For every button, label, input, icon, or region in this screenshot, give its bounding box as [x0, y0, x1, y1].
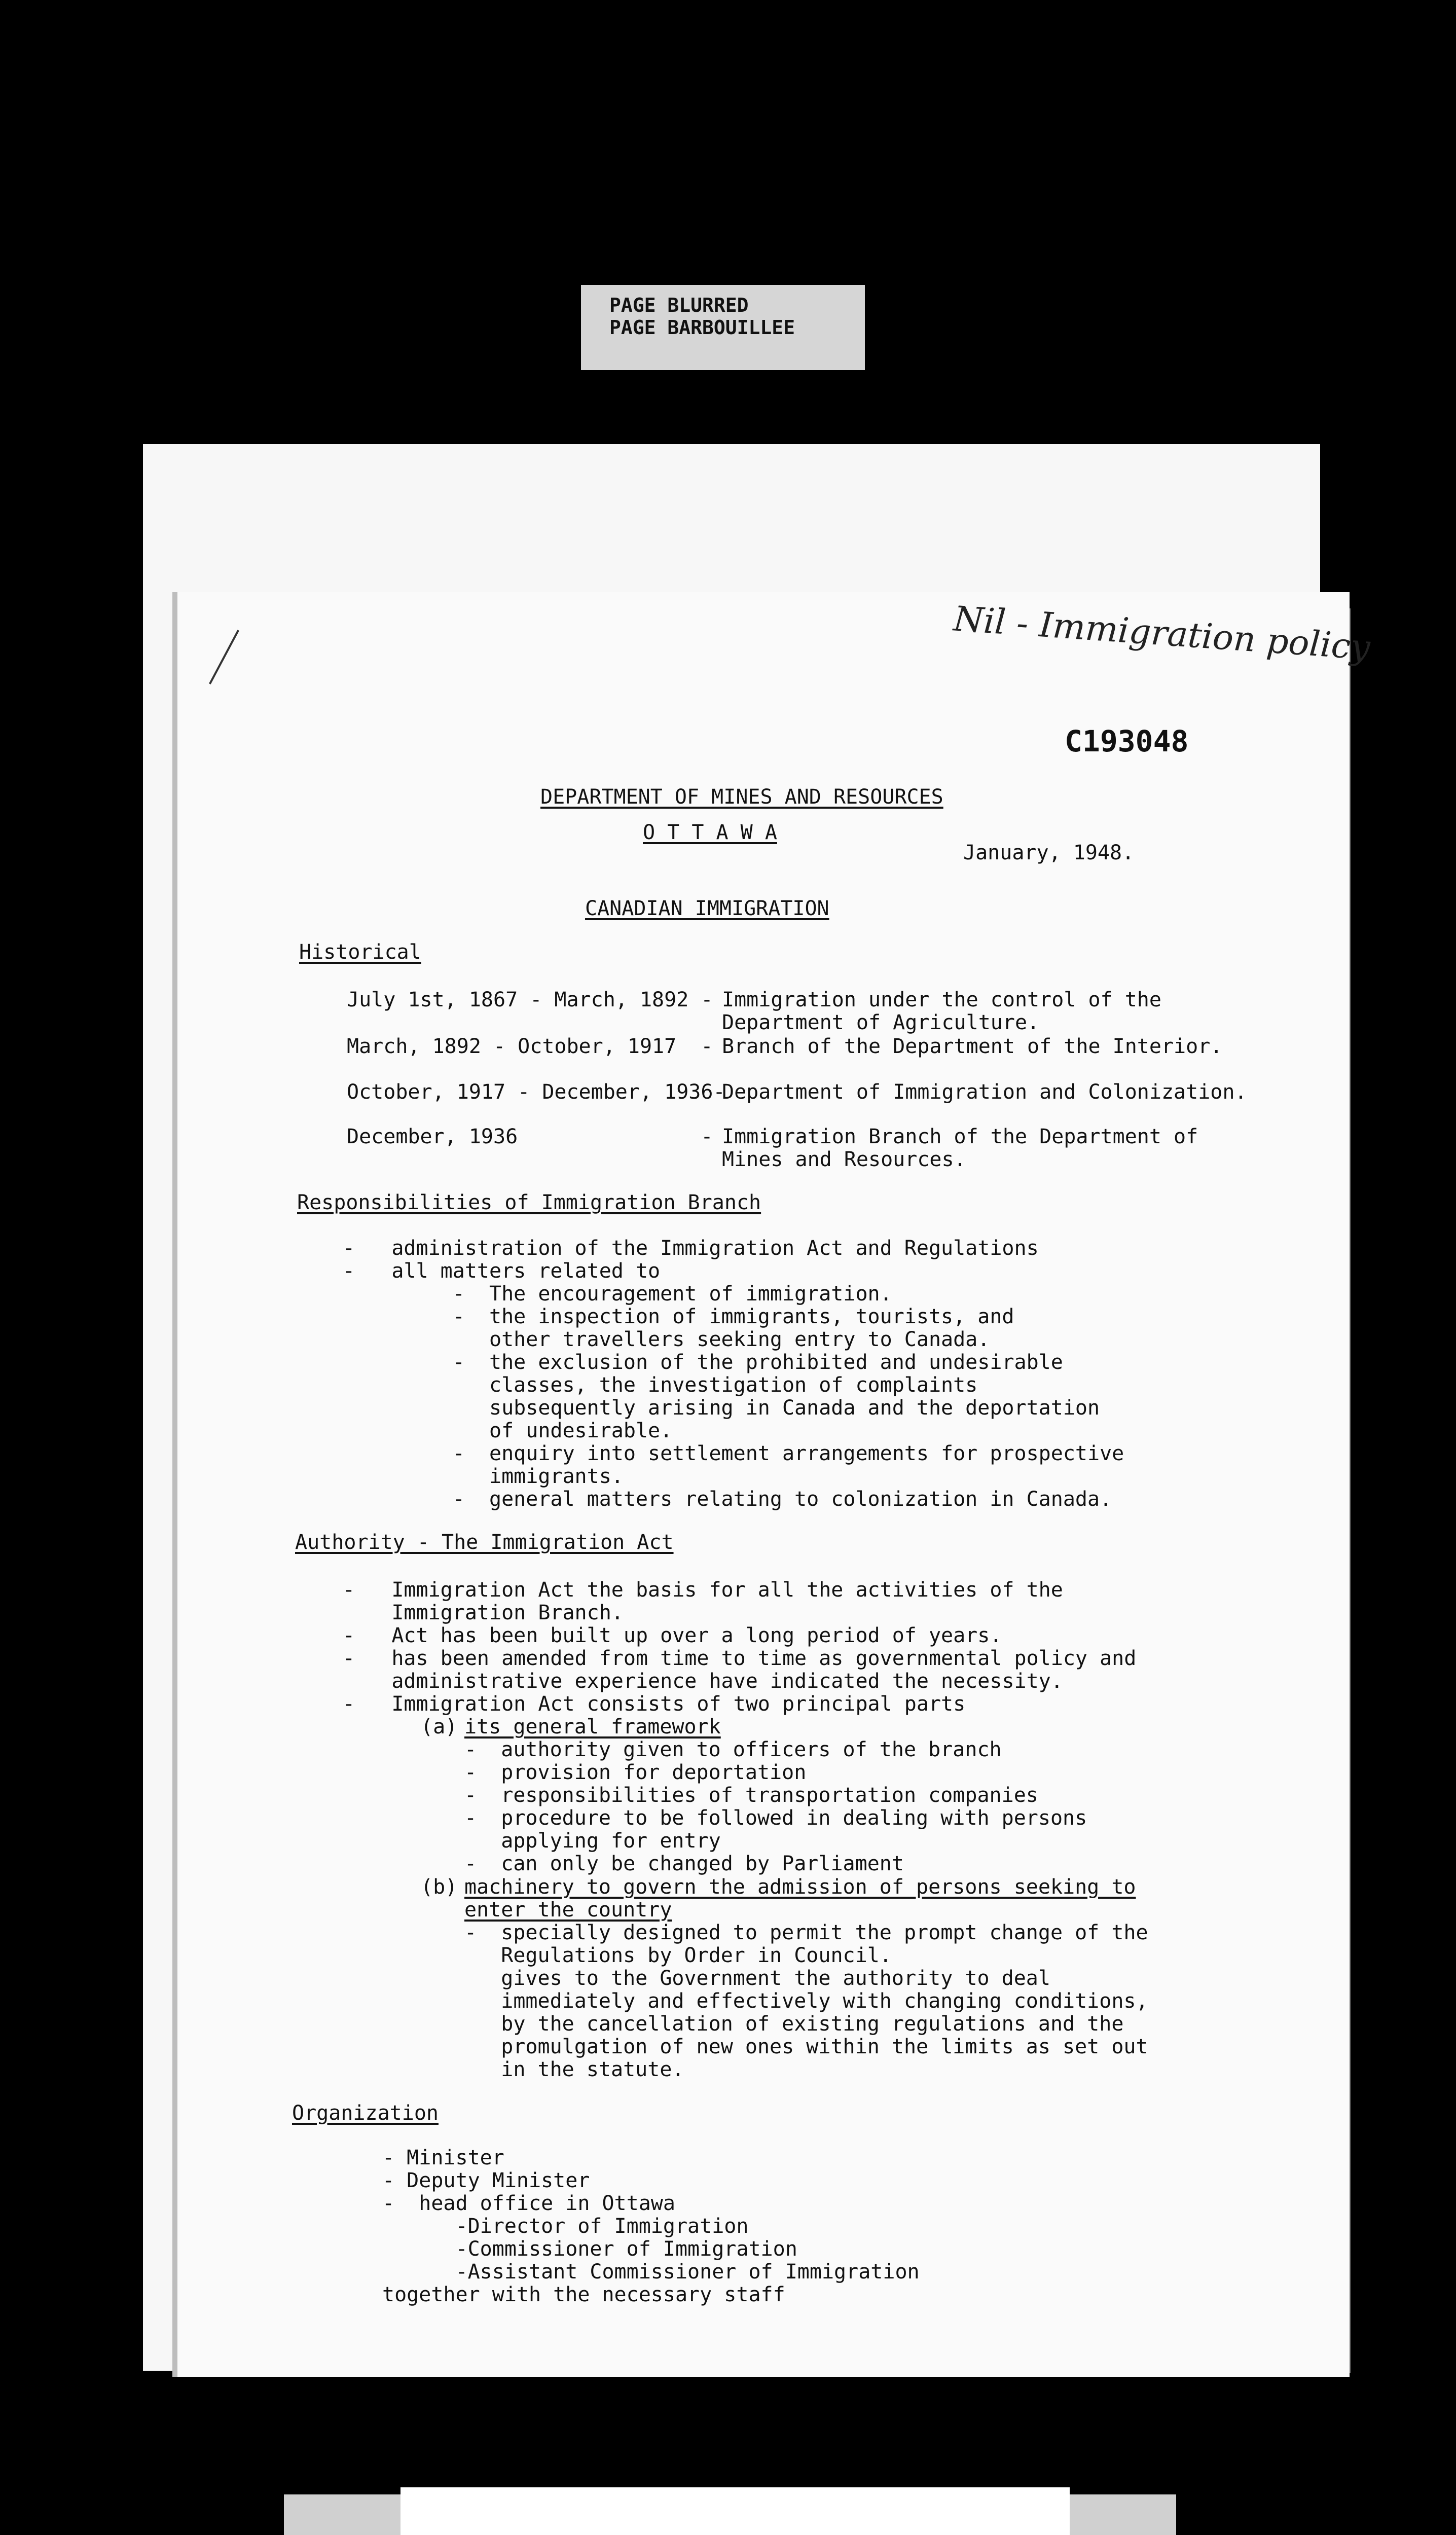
part-b-item-4: immediately and effectively with changing conditions, — [464, 1989, 1148, 2013]
authority-line-6: - Immigration Act consists of two principal parts — [343, 1692, 966, 1716]
part-b-label: (b) — [421, 1875, 458, 1899]
organization-line-7: together with the necessary staff — [382, 2283, 785, 2306]
historical-period-1: July 1st, 1867 - March, 1892 - — [347, 988, 713, 1011]
responsibilities-line-11: immigrants. — [343, 1465, 624, 1488]
responsibilities-line-5: other travellers seeking entry to Canada. — [343, 1328, 990, 1351]
part-b-item-7: in the statute. — [464, 2058, 684, 2081]
responsibilities-line-1: - administration of the Immigration Act and Regulations — [343, 1237, 1039, 1260]
historical-desc-3: Department of Immigration and Colonization. — [722, 1080, 1247, 1104]
archive-reference — [456, 2497, 1035, 2535]
historical-period-3: October, 1917 - December, 1936- — [347, 1080, 725, 1104]
organization-line-6: -Assistant Commissioner of Immigration — [382, 2260, 920, 2284]
responsibilities-line-12: - general matters relating to colonization in Canada. — [343, 1488, 1112, 1511]
document-number: C193048 — [1065, 724, 1189, 758]
label-line-1: PAGE BLURRED — [609, 294, 749, 316]
organization-line-3: - head office in Ottawa — [382, 2192, 675, 2215]
historical-desc-4a: Immigration Branch of the Department of — [722, 1125, 1198, 1148]
part-b-title-1: machinery to govern the admission of persons seeking to — [464, 1875, 1136, 1899]
authority-line-4: - has been amended from time to time as governmental policy and — [343, 1647, 1137, 1670]
part-a-item-6: - can only be changed by Parliament — [464, 1852, 904, 1875]
handwritten-annotation: Nil - Immigration policy — [952, 599, 1372, 668]
label-line-2: PAGE BARBOUILLEE — [609, 316, 795, 339]
historical-desc-1b: Department of Agriculture. — [722, 1011, 1040, 1034]
historical-desc-2: Branch of the Department of the Interior. — [722, 1035, 1223, 1058]
responsibilities-line-7: classes, the investigation of complaints — [343, 1373, 978, 1397]
responsibilities-line-4: - the inspection of immigrants, tourists, and — [343, 1305, 1014, 1328]
department-heading: DEPARTMENT OF MINES AND RESOURCES — [540, 785, 943, 809]
responsibilities-line-6: - the exclusion of the prohibited and undesirable — [343, 1351, 1063, 1374]
authority-line-2: Immigration Branch. — [343, 1601, 624, 1624]
historical-desc-1a: Immigration under the control of the — [722, 988, 1161, 1011]
part-b-title-2: enter the country — [464, 1898, 672, 1922]
authority-line-3: - Act has been built up over a long period of years. — [343, 1624, 1002, 1647]
responsibilities-heading: Responsibilities of Immigration Branch — [297, 1191, 761, 1214]
document-title: CANADIAN IMMIGRATION — [585, 897, 829, 920]
part-a-item-3: - responsibilities of transportation companies — [464, 1784, 1038, 1807]
organization-line-1: - Minister — [382, 2146, 504, 2169]
organization-line-2: - Deputy Minister — [382, 2169, 590, 2192]
part-a-item-5: applying for entry — [464, 1829, 721, 1853]
page-blurred-label — [581, 285, 865, 370]
responsibilities-line-8: subsequently arising in Canada and the deportation — [343, 1396, 1100, 1420]
part-b-item-3: gives to the Government the authority to deal — [464, 1967, 1050, 1990]
part-a-item-1: - authority given to officers of the branch — [464, 1738, 1002, 1761]
organization-line-5: -Commissioner of Immigration — [382, 2237, 797, 2261]
authority-line-1: - Immigration Act the basis for all the activities of the — [343, 1578, 1063, 1602]
historical-period-4: December, 1936 - — [347, 1125, 713, 1148]
part-b-item-6: promulgation of new ones within the limits as set out — [464, 2035, 1148, 2058]
part-b-item-2: Regulations by Order in Council. — [464, 1944, 892, 1967]
organization-heading: Organization — [292, 2102, 439, 2125]
responsibilities-line-2: - all matters related to — [343, 1259, 661, 1283]
part-a-title: its general framework — [464, 1715, 721, 1739]
responsibilities-line-9: of undesirable. — [343, 1419, 673, 1442]
historical-period-2: March, 1892 - October, 1917 - — [347, 1035, 713, 1058]
organization-line-4: -Director of Immigration — [382, 2215, 749, 2238]
historical-desc-4b: Mines and Resources. — [722, 1148, 966, 1171]
authority-heading: Authority - The Immigration Act — [295, 1531, 674, 1554]
part-b-item-5: by the cancellation of existing regulations and the — [464, 2012, 1124, 2036]
document-date: January, 1948. — [963, 841, 1135, 864]
part-a-label: (a) — [421, 1715, 458, 1739]
responsibilities-line-10: - enquiry into settlement arrangements for prospective — [343, 1442, 1124, 1465]
part-b-item-1: - specially designed to permit the prompt change of the — [464, 1921, 1148, 1944]
part-a-item-4: - procedure to be followed in dealing with persons — [464, 1806, 1087, 1830]
authority-line-5: administrative experience have indicated the necessity. — [343, 1670, 1063, 1693]
part-a-item-2: - provision for deportation — [464, 1761, 807, 1784]
city-heading: O T T A W A — [643, 821, 777, 844]
historical-heading: Historical — [299, 940, 421, 964]
responsibilities-line-3: - The encouragement of immigration. — [343, 1282, 892, 1306]
